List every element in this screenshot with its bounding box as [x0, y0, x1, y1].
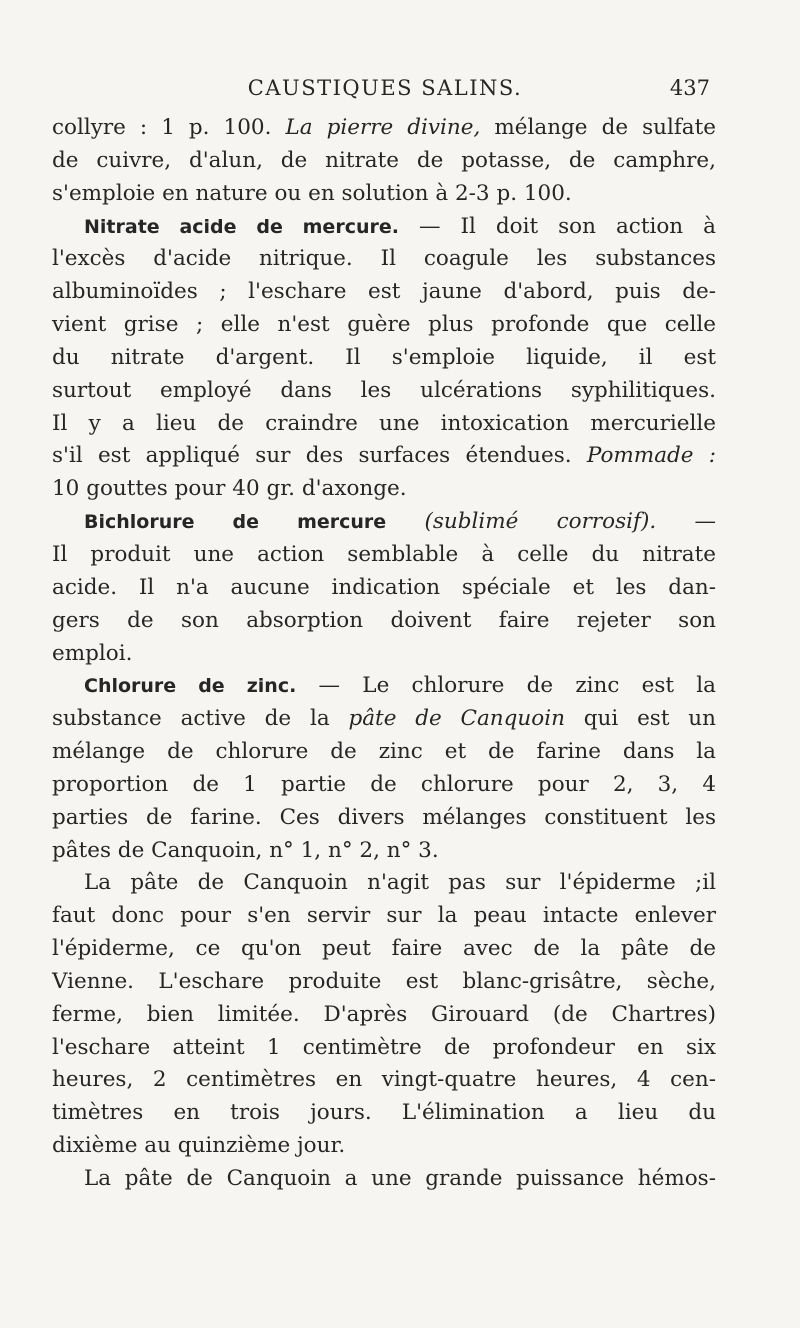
- text-line: pâtes de Canquoin, n° 1, n° 2, n° 3.: [52, 837, 439, 863]
- text-line: mélange de chlorure de zinc et de farine dans la: [52, 739, 716, 765]
- text-run: — Il doit son action à: [418, 213, 716, 239]
- text-line: [52, 112, 716, 145]
- text-line: l'eschare atteint 1 centimètre de profondeur en six: [52, 1034, 716, 1060]
- text-line: surtout employé dans les ulcérations syphilitiques.: [52, 377, 716, 403]
- text-line: La pâte de Canquoin n'agit pas sur l'épiderme ;il: [84, 870, 716, 896]
- text-line: 10 gouttes pour 40 gr. d'axonge.: [52, 476, 407, 502]
- text-line: [52, 703, 716, 736]
- text-line: albuminoïdes ; l'eschare est jaune d'abord, puis de-: [52, 279, 716, 305]
- section-heading-line: [52, 670, 716, 703]
- text-run: s'il est appliqué sur des surfaces étendues.: [52, 443, 572, 469]
- text-line: proportion de 1 partie de chlorure pour 2, 3, 4: [52, 771, 716, 797]
- text-run: mélange de sulfate: [494, 115, 716, 140]
- italic-term: Pommade :: [586, 443, 716, 469]
- section-heading: Bichlorure de mercure: [84, 511, 387, 534]
- page-header: [60, 76, 710, 106]
- text-line: ferme, bien limitée. D'après Girouard (de Chartres): [52, 1001, 716, 1027]
- text-line: timètres en trois jours. L'élimination a lieu du: [52, 1100, 716, 1126]
- section-heading: Nitrate acide de mercure.: [84, 215, 399, 238]
- text-run: qui est un: [583, 706, 716, 732]
- text-line: [52, 440, 716, 473]
- text-line: dixième au quinzième jour.: [52, 1133, 346, 1159]
- text-line: heures, 2 centimètres en vingt-quatre heures, 4 cen-: [52, 1067, 716, 1093]
- text-line: de cuivre, d'alun, de nitrate de potasse, de camphre,: [52, 147, 716, 173]
- text-line: acide. Il n'a aucune indication spéciale et les dan-: [52, 574, 716, 600]
- italic-term: pâte de Canquoin: [348, 706, 565, 732]
- text-line: l'excès d'acide nitrique. Il coagule les substances: [52, 246, 716, 272]
- text-line: du nitrate d'argent. Il s'emploie liquide, il est: [52, 344, 716, 370]
- section-heading: Chlorure de zinc.: [84, 675, 297, 698]
- text-line: parties de farine. Ces divers mélanges constituent les: [52, 804, 716, 830]
- text-line: gers de son absorption doivent faire rejeter son: [52, 607, 716, 633]
- text-line: Il produit une action semblable à celle du nitrate: [52, 541, 716, 567]
- text-run: — Le chlorure de zinc est la: [318, 673, 716, 699]
- text-line: l'épiderme, ce qu'on peut faire avec de la pâte de: [52, 936, 716, 962]
- text-line: faut donc pour s'en servir sur la peau intacte enlever: [52, 903, 716, 929]
- section-heading-line: [52, 506, 716, 539]
- running-title: CAUSTIQUES SALINS.: [247, 76, 523, 100]
- text-line: La pâte de Canquoin a une grande puissance hémos-: [84, 1166, 716, 1191]
- text-line: Il y a lieu de craindre une intoxication mercurielle: [52, 410, 716, 436]
- section-heading-line: [52, 211, 716, 244]
- text-run: collyre : 1 p. 100.: [52, 115, 272, 140]
- text-run: —: [694, 509, 716, 535]
- text-line: s'emploie en nature ou en solution à 2-3 p. 100.: [52, 180, 572, 206]
- page-number: 437: [669, 76, 710, 100]
- text-line: emploi.: [52, 640, 133, 666]
- italic-term: La pierre divine,: [285, 115, 481, 140]
- text-run: substance active de la: [52, 706, 330, 732]
- text-line: Vienne. L'eschare produite est blanc-grisâtre, sèche,: [52, 968, 716, 994]
- page-body: [52, 112, 716, 1196]
- italic-term: (sublimé corrosif).: [424, 509, 657, 535]
- text-line: vient grise ; elle n'est guère plus profonde que celle: [52, 312, 716, 338]
